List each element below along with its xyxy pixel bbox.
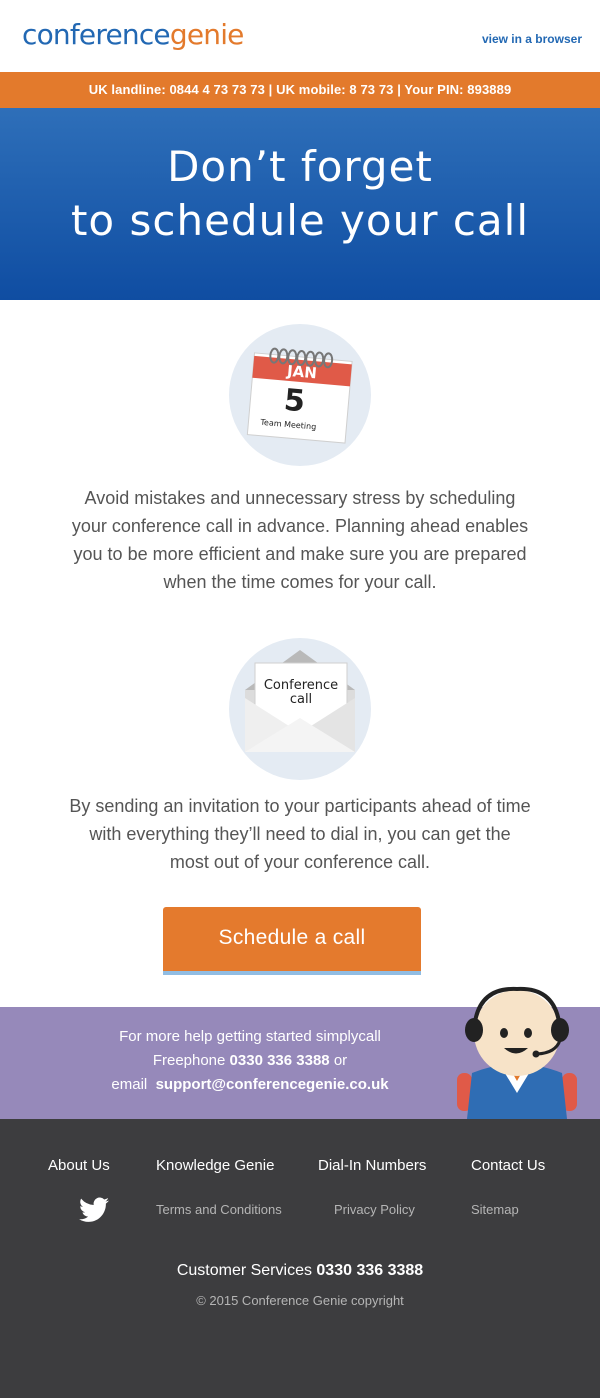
genie-mascot [452, 985, 582, 1119]
intro-paragraph [0, 484, 600, 596]
phone-bar: UK landline: 0844 4 73 73 73 | UK mobile: 8 73 73 | Your PIN: 893889 [0, 72, 600, 108]
footer-link-dial-in-numbers[interactable]: Dial-In Numbers [318, 1157, 427, 1174]
twitter-icon[interactable] [79, 1197, 109, 1223]
calendar-event: Team Meeting [260, 417, 317, 432]
logo[interactable] [22, 17, 244, 53]
copyright: © 2015 Conference Genie copyright [196, 1293, 404, 1308]
freephone-label: Freephone [152, 1052, 230, 1069]
customer-services [0, 1261, 600, 1281]
logo-text-conference: conference [22, 18, 170, 51]
help-line2 [90, 1049, 410, 1073]
customer-services-number[interactable]: 0330 336 3388 [316, 1262, 424, 1279]
intro-line: your conference call in advance. Planning ahead enables [71, 516, 529, 536]
footer-link-about-us[interactable]: About Us [48, 1157, 110, 1174]
intro-line: you to be more efficient and make sure you are prepared [73, 544, 527, 564]
hero-title-line2: to schedule your call [70, 196, 530, 245]
hero-title-line1: Don’t forget [167, 142, 433, 191]
invitation-line: most out of your conference call. [169, 852, 431, 872]
or-text: or [329, 1052, 348, 1069]
help-text [90, 1025, 410, 1097]
intro-line: Avoid mistakes and unnecessary stress by scheduling [84, 488, 516, 508]
support-email-link[interactable]: support@conferencegenie.co.uk [155, 1076, 389, 1093]
header [0, 0, 600, 72]
footer-link-knowledge-genie[interactable]: Knowledge Genie [156, 1157, 275, 1174]
help-line3 [90, 1073, 410, 1097]
footer-link-contact-us[interactable]: Contact Us [471, 1157, 546, 1174]
intro-line: when the time comes for your call. [163, 572, 437, 592]
envelope-icon [229, 638, 371, 780]
invitation-paragraph [0, 792, 600, 876]
calendar-icon [229, 324, 371, 466]
email-label: email [111, 1076, 156, 1093]
help-line1: For more help getting started simplycall [119, 1028, 381, 1045]
invitation-line: with everything they’ll need to dial in, you can get the [89, 824, 511, 844]
invitation-line: By sending an invitation to your participants ahead of time [69, 796, 531, 816]
hero-title [0, 140, 600, 248]
view-in-browser-link[interactable]: view in a browser [481, 32, 582, 46]
freephone-number[interactable]: 0330 336 3388 [229, 1052, 330, 1069]
envelope-text-line2: call [289, 692, 313, 707]
footer-link-sitemap[interactable]: Sitemap [471, 1202, 519, 1217]
envelope-text-line1: Conference [263, 678, 339, 693]
footer-link-privacy[interactable]: Privacy Policy [334, 1202, 415, 1217]
calendar-month: JAN [286, 361, 318, 383]
customer-services-label: Customer Services [176, 1262, 317, 1279]
calendar-day: 5 [282, 382, 307, 420]
footer-link-terms[interactable]: Terms and Conditions [156, 1202, 282, 1217]
logo-text-genie: genie [169, 18, 244, 51]
schedule-call-button[interactable]: Schedule a call [163, 907, 421, 971]
